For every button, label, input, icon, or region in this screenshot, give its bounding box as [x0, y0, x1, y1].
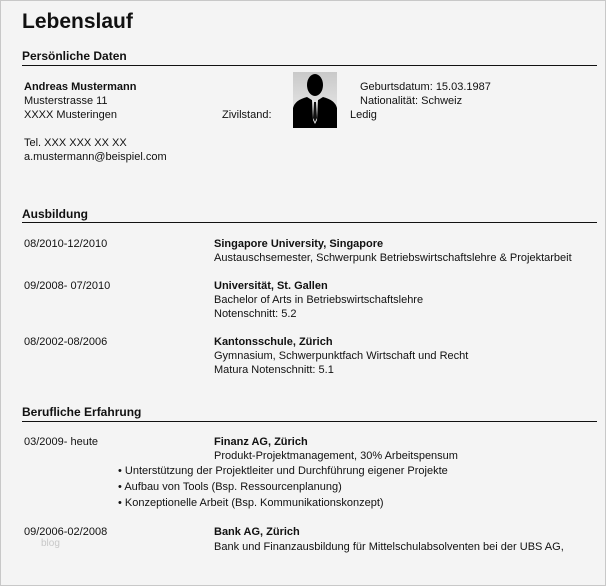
bullet-item: • Konzeptionelle Arbeit (Bsp. Kommunikationskonzept): [118, 497, 384, 509]
zivilstand-value: Ledig: [350, 109, 377, 121]
experience-date: 09/2006-02/2008: [24, 526, 108, 538]
zivilstand-label: Zivilstand:: [222, 109, 272, 121]
education-detail: Matura Notenschnitt: 5.1: [214, 364, 334, 376]
education-school: Kantonsschule, Zürich: [214, 336, 333, 348]
nationality: Nationalität: Schweiz: [360, 95, 463, 107]
section-heading-education: Ausbildung: [22, 207, 88, 221]
education-date: 09/2008- 07/2010: [24, 280, 111, 292]
email[interactable]: a.mustermann@beispiel.com: [24, 151, 167, 163]
page-title: Lebenslauf: [22, 10, 133, 33]
divider: [22, 65, 597, 66]
street: Musterstrasse 11: [24, 95, 108, 107]
profile-photo: [293, 72, 337, 128]
education-school: Singapore University, Singapore: [214, 238, 384, 250]
city: XXXX Musteringen: [24, 109, 117, 121]
watermark: blog: [41, 538, 60, 549]
section-heading-personal: Persönliche Daten: [22, 49, 127, 63]
experience-detail: Produkt-Projektmanagement, 30% Arbeitspensum: [214, 450, 458, 462]
education-school: Universität, St. Gallen: [214, 280, 328, 292]
education-detail: Notenschnitt: 5.2: [214, 308, 297, 320]
birthdate: Geburtsdatum: 15.03.1987: [360, 81, 491, 93]
education-detail: Austauschsemester, Schwerpunk Betriebswirtschaftslehre & Projektarbeit: [214, 252, 572, 264]
education-date: 08/2010-12/2010: [24, 238, 108, 250]
section-heading-experience: Berufliche Erfahrung: [22, 405, 142, 419]
bullet-item: • Aufbau von Tools (Bsp. Ressourcenplanung): [118, 481, 342, 493]
experience-company: Finanz AG, Zürich: [214, 436, 308, 448]
phone: Tel. XXX XXX XX XX: [24, 137, 127, 149]
education-date: 08/2002-08/2006: [24, 336, 108, 348]
bullet-item: • Unterstützung der Projektleiter und Durchführung eigener Projekte: [118, 465, 448, 477]
experience-company: Bank AG, Zürich: [214, 526, 300, 538]
divider: [22, 222, 597, 223]
education-detail: Gymnasium, Schwerpunktfach Wirtschaft und Recht: [214, 350, 469, 362]
name: Andreas Mustermann: [24, 81, 137, 93]
education-detail: Bachelor of Arts in Betriebswirtschaftslehre: [214, 294, 424, 306]
experience-date: 03/2009- heute: [24, 436, 99, 448]
divider: [22, 421, 597, 422]
experience-detail: Bank und Finanzausbildung für Mittelschulabsolventen bei der UBS AG,: [214, 541, 564, 553]
